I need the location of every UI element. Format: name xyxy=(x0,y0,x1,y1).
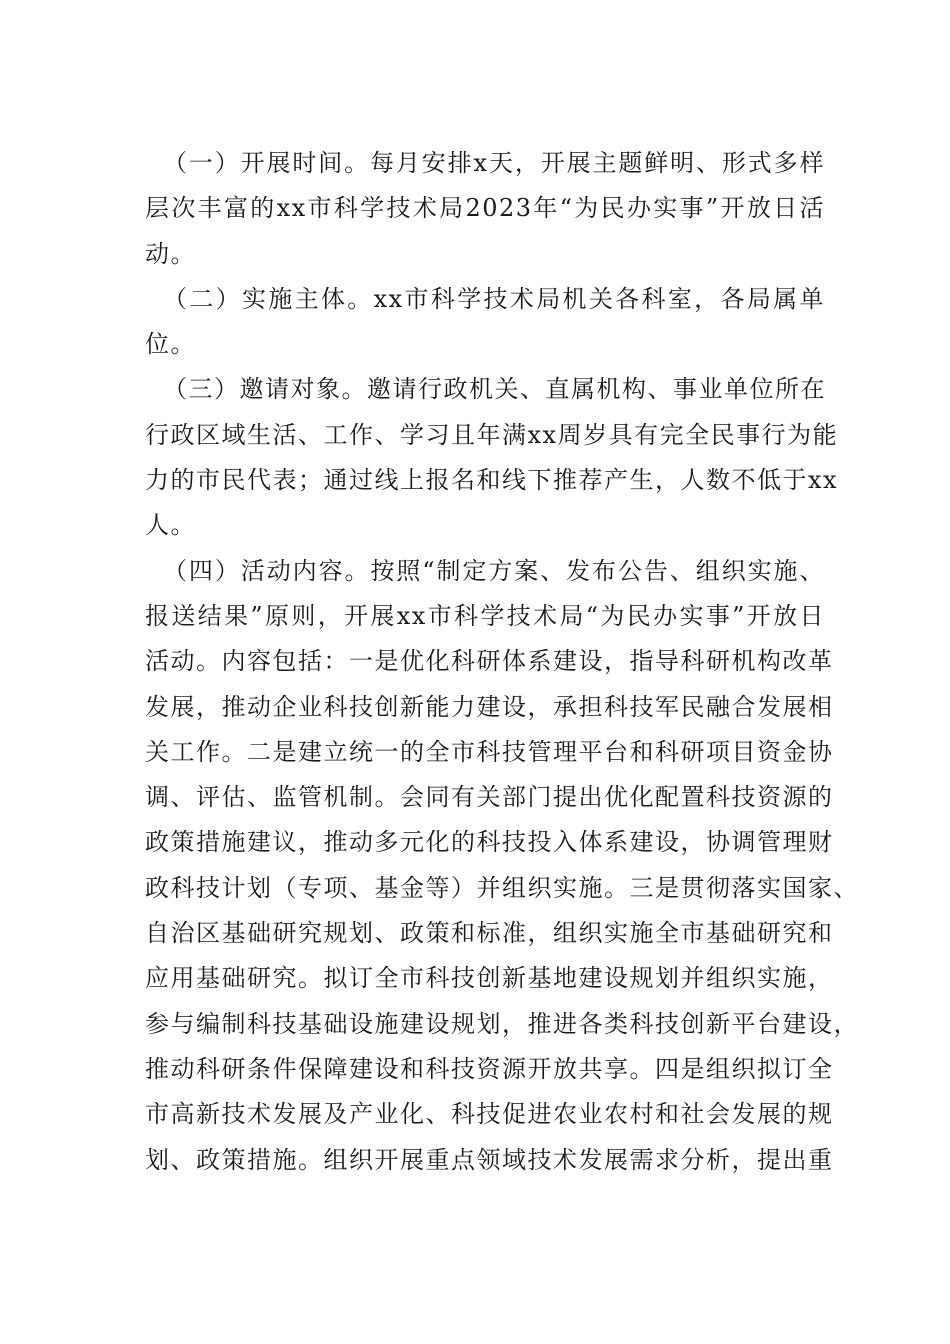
paragraph-subject xyxy=(145,277,825,368)
paragraph-line: 行政区域生活、工作、学习且年满xx周岁具有完全民事行为能 xyxy=(145,420,839,449)
paragraph-line: 活动。内容包括：一是优化科研体系建设，指导科研机构改革 xyxy=(145,647,834,676)
paragraph-line: 力的市民代表；通过线上报名和线下推荐产生，人数不低于xx xyxy=(145,466,839,495)
paragraph-line: 层次丰富的xx市科学技术局2023年“为民办实事”开放日活 xyxy=(145,194,825,223)
paragraph-line: 发展，推动企业科技创新能力建设，承担科技军民融合发展相 xyxy=(145,692,834,721)
paragraph-line: （四）活动内容。按照“制定方案、发布公告、组织实施、 xyxy=(163,556,825,585)
paragraph-line: （三）邀请对象。邀请行政机关、直属机构、事业单位所在 xyxy=(163,375,826,404)
paragraph-line: 推动科研条件保障建设和科技资源开放共享。四是组织拟订全 xyxy=(145,1054,834,1083)
paragraph-line: 参与编制科技基础设施建设规划，推进各类科技创新平台建设， xyxy=(145,1009,859,1038)
paragraph-line: 政科技计划（专项、基金等）并组织实施。三是贯彻落实国家、 xyxy=(145,873,859,902)
paragraph-line: 市高新技术发展及产业化、科技促进农业农村和社会发展的规 xyxy=(145,1100,834,1129)
paragraph-line: 政策措施建议，推动多元化的科技投入体系建设，协调管理财 xyxy=(145,828,834,857)
paragraph-timing xyxy=(145,141,825,277)
paragraph-line: 人。 xyxy=(145,511,196,540)
paragraph-line: （一）开展时间。每月安排x天，开展主题鲜明、形式多样 xyxy=(163,149,825,177)
paragraph-invitees xyxy=(145,367,839,548)
paragraph-line: 动。 xyxy=(145,239,196,268)
paragraph-line: （二）实施主体。xx市科学技术局机关各科室，各局属单 xyxy=(163,284,825,313)
paragraph-line: 调、评估、监管机制。会同有关部门提出优化配置科技资源的 xyxy=(145,783,834,812)
paragraph-line: 划、政策措施。组织开展重点领域技术发展需求分析，提出重 xyxy=(145,1145,834,1174)
document-body xyxy=(145,141,859,1183)
paragraph-line: 报送结果”原则，开展xx市科学技术局“为民办实事”开放日 xyxy=(145,601,825,630)
paragraph-content xyxy=(145,549,859,1183)
paragraph-line: 自治区基础研究规划、政策和标准，组织实施全市基础研究和 xyxy=(145,919,834,948)
paragraph-line: 关工作。二是建立统一的全市科技管理平台和科研项目资金协 xyxy=(145,737,834,766)
paragraph-line: 应用基础研究。拟订全市科技创新基地建设规划并组织实施， xyxy=(145,964,834,993)
paragraph-line: 位。 xyxy=(145,330,196,359)
